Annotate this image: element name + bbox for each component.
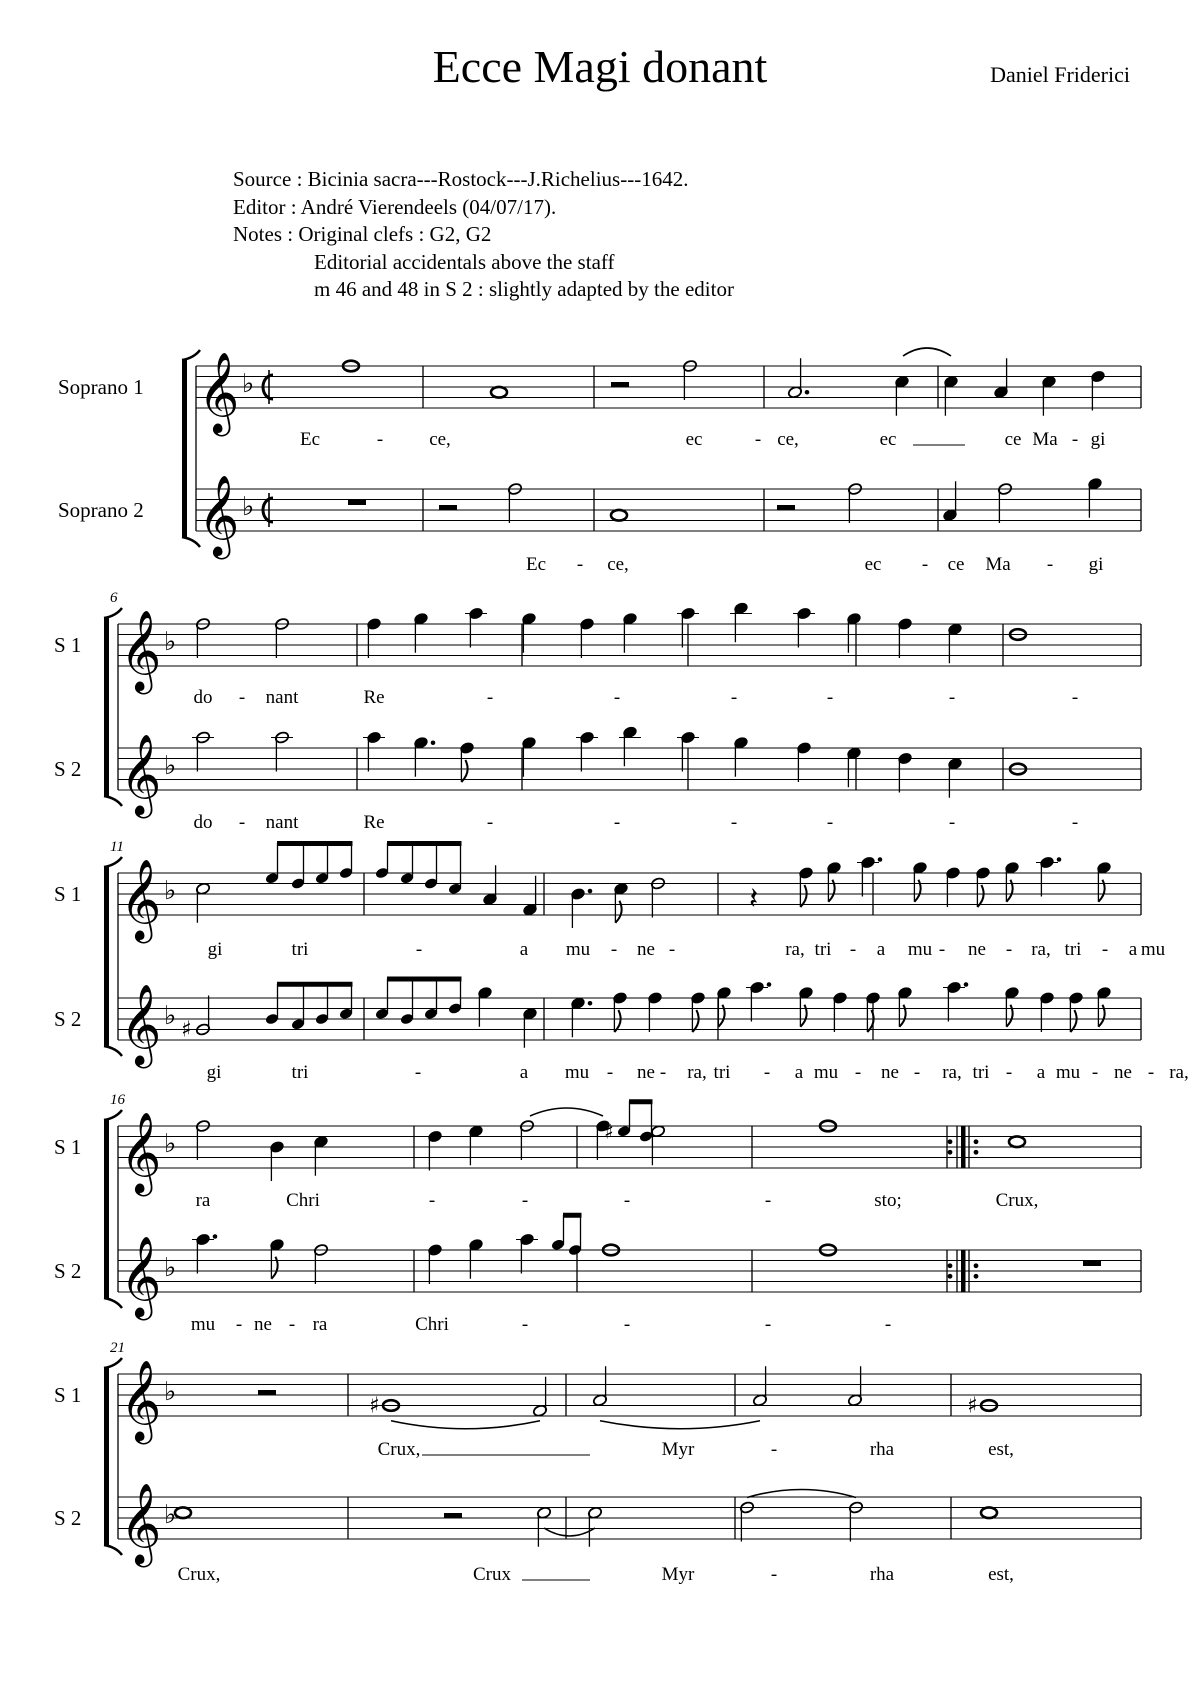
note-beam (387, 841, 462, 846)
s1-lyric: gi (1090, 429, 1106, 450)
s1-lyric: Myr (661, 1439, 695, 1460)
s2-lyric: ne (254, 1314, 272, 1335)
s2-lyric: - (854, 1062, 862, 1083)
s2-lyric: Ma (985, 554, 1011, 575)
treble-clef-icon: 𝄞 (198, 474, 240, 556)
s1-lyric: ce, (777, 429, 799, 450)
s1-lyric: ne (637, 939, 655, 960)
s1-lyric: - (764, 1190, 772, 1211)
eighth-flag-icon (461, 760, 467, 782)
tie-arc (530, 1108, 603, 1116)
flat-key-signature-icon: ♭ (164, 1129, 177, 1159)
repeat-thick-bar (961, 1250, 966, 1292)
editor-line: Editor : André Vierendeels (04/07/17). (233, 194, 557, 219)
voice-label-s1: S 1 (54, 633, 82, 657)
augmentation-dot (1057, 857, 1062, 862)
note-beam (277, 841, 353, 846)
s2-lyric: - (521, 1314, 529, 1335)
repeat-dot (948, 1263, 953, 1268)
s2-lyric: - (770, 1564, 778, 1585)
s1-lyric: Ma (1032, 429, 1058, 450)
s1-lyric: - (668, 939, 676, 960)
s1-lyric: Ec (299, 429, 321, 450)
treble-clef-icon: 𝄞 (120, 1235, 162, 1317)
whole-note (175, 1507, 191, 1518)
note-beam (563, 1213, 582, 1218)
s1-lyric: Crux, (995, 1190, 1039, 1211)
eighth-flag-icon (692, 1010, 698, 1032)
flat-key-signature-icon: ♭ (164, 751, 177, 781)
s2-lyric: - (235, 1314, 243, 1335)
s2-lyric: - (576, 554, 584, 575)
voice-label-s2: S 2 (54, 1506, 82, 1530)
clefs-line: Notes : Original clefs : G2, G2 (233, 222, 492, 246)
flat-key-signature-icon: ♭ (164, 1377, 177, 1407)
s1-lyric: a (1128, 939, 1138, 960)
voice-label-s2: S 2 (54, 757, 82, 781)
s1-lyric: - (938, 939, 946, 960)
sharp-accidental-icon: ♯ (967, 1393, 978, 1419)
whole-rest-icon (348, 500, 366, 506)
s2-lyric: est, (988, 1564, 1014, 1585)
half-rest-icon (777, 505, 795, 510)
voice-label-s2: S 2 (54, 1259, 82, 1283)
s1-lyric: - (486, 687, 494, 708)
s2-lyric: - (763, 1062, 771, 1083)
repeat-dot (948, 1139, 953, 1144)
note-beam (629, 1099, 653, 1104)
s2-lyric: ec (864, 554, 882, 575)
s2-lyric: mu (1055, 1062, 1081, 1083)
s1-lyric: - (521, 1190, 529, 1211)
s1-lyric: - (428, 1190, 436, 1211)
s1-lyric: Crux, (377, 1439, 421, 1460)
s2-lyric: - (913, 1062, 921, 1083)
s1-lyric: nant (265, 687, 299, 708)
s2-lyric: mu (564, 1062, 590, 1083)
augmentation-dot (588, 889, 593, 894)
repeat-dot (948, 1274, 953, 1279)
s2-lyric: - (659, 1062, 667, 1083)
s2-lyric: mu (813, 1062, 839, 1083)
s2-lyric: a (794, 1062, 804, 1083)
s2-lyric: Myr (661, 1564, 695, 1585)
flat-key-signature-icon: ♭ (164, 1253, 177, 1283)
s2-lyric: ra, (1169, 1062, 1189, 1083)
flat-key-signature-icon: ♭ (164, 627, 177, 657)
s2-lyric: ce, (607, 554, 629, 575)
accidentals-line: Editorial accidentals above the staff (314, 249, 615, 274)
s1-lyric: Re (363, 687, 385, 708)
treble-clef-icon: 𝄞 (120, 609, 162, 691)
s1-lyric: ce, (429, 429, 451, 450)
whole-rest-icon (1083, 1261, 1101, 1267)
note-beam (277, 982, 353, 987)
s1-lyric: - (376, 429, 384, 450)
sharp-accidental-icon: ♯ (181, 1017, 192, 1043)
treble-clef-icon: 𝄞 (198, 351, 240, 433)
whole-note (491, 387, 507, 398)
augmentation-dot (588, 1001, 593, 1006)
tie-arc (391, 1421, 540, 1429)
s1-lyric: tri (1064, 939, 1082, 960)
s2-lyric: tri (291, 1062, 309, 1083)
whole-note (611, 510, 627, 521)
s1-lyric: mu (565, 939, 591, 960)
voice-label-soprano-2: Soprano 2 (58, 498, 144, 522)
s2-lyric: ne (1114, 1062, 1132, 1083)
s1-lyric: ne (968, 939, 986, 960)
voice-label-s1: S 1 (54, 882, 82, 906)
s1-lyric: a (519, 939, 529, 960)
repeat-dot (974, 1274, 979, 1279)
voice-label-s1: S 1 (54, 1135, 82, 1159)
s2-lyric: do (193, 812, 213, 833)
flat-key-signature-icon: ♭ (242, 369, 255, 399)
half-rest-icon (439, 505, 457, 510)
s2-lyric: ra (312, 1314, 328, 1335)
tie-arc (747, 1490, 856, 1498)
treble-clef-icon: 𝄞 (120, 1359, 162, 1441)
sharp-accidental-icon: ♯ (369, 1393, 380, 1419)
repeat-dot (948, 1150, 953, 1155)
s1-lyric: a (876, 939, 886, 960)
s1-lyric: ec (879, 429, 897, 450)
s1-lyric: - (623, 1190, 631, 1211)
s1-lyric: tri (291, 939, 309, 960)
s1-lyric: est, (988, 1439, 1014, 1460)
s1-lyric: do (193, 687, 213, 708)
s1-lyric: - (948, 687, 956, 708)
s2-lyric: mu (190, 1314, 216, 1335)
repeat-dot (974, 1150, 979, 1155)
measure-number: 16 (110, 1092, 125, 1108)
s1-lyric: - (1005, 939, 1013, 960)
s2-lyric: - (1046, 554, 1054, 575)
s1-lyric: mu (1140, 939, 1166, 960)
s1-lyric: sto; (874, 1190, 902, 1211)
s1-lyric: - (1101, 939, 1109, 960)
s2-lyric: - (486, 812, 494, 833)
source-line: Source : Bicinia sacra---Rostock---J.Richelius---1642. (233, 167, 689, 191)
whole-note (1009, 1136, 1025, 1147)
treble-clef-icon: 𝄞 (120, 1482, 162, 1564)
s2-lyric: gi (1088, 554, 1104, 575)
s2-lyric: - (826, 812, 834, 833)
s2-lyric: Crux, (177, 1564, 221, 1585)
s2-lyric: ra, (942, 1062, 962, 1083)
voice-label-soprano-1: Soprano 1 (58, 375, 144, 399)
augmentation-dot (213, 1234, 218, 1239)
s1-lyric: - (238, 687, 246, 708)
s2-lyric: - (288, 1314, 296, 1335)
s2-lyric: Re (363, 812, 385, 833)
measure-number: 21 (110, 1340, 125, 1356)
s1-lyric: - (613, 687, 621, 708)
voice-label-s1: S 1 (54, 1383, 82, 1407)
augmentation-dot (805, 390, 810, 395)
flat-key-signature-icon: ♭ (164, 876, 177, 906)
measure-number: 11 (110, 839, 124, 855)
system-bracket (104, 1120, 109, 1298)
s1-lyric: - (1071, 429, 1079, 450)
s2-lyric: tri (713, 1062, 731, 1083)
adaptation-line: m 46 and 48 in S 2 : slightly adapted by the editor (314, 277, 734, 301)
s1-lyric: Chri (286, 1190, 320, 1211)
s2-lyric: ce (947, 554, 965, 575)
flat-key-signature-icon: ♭ (164, 1001, 177, 1031)
s2-lyric: gi (206, 1062, 222, 1083)
s2-lyric: a (519, 1062, 529, 1083)
system-bracket (104, 618, 109, 796)
s2-lyric: ne (881, 1062, 899, 1083)
treble-clef-icon: 𝄞 (120, 733, 162, 815)
augmentation-dot (878, 857, 883, 862)
half-rest-icon (444, 1513, 462, 1518)
piece-title: Ecce Magi donant (432, 41, 768, 92)
s1-lyric: ra, (785, 939, 805, 960)
s1-lyric: ra, (1031, 939, 1051, 960)
tie-arc (544, 1528, 595, 1536)
flat-key-signature-icon: ♭ (242, 492, 255, 522)
note-beam (387, 977, 462, 982)
augmentation-dot (431, 740, 436, 745)
s2-lyric: - (1091, 1062, 1099, 1083)
s2-lyric: - (730, 812, 738, 833)
s2-lyric: - (606, 1062, 614, 1083)
s2-lyric: nant (265, 812, 299, 833)
voice-label-s2: S 2 (54, 1007, 82, 1031)
s2-lyric: - (414, 1062, 422, 1083)
s2-lyric: - (921, 554, 929, 575)
s2-lyric: - (623, 1314, 631, 1335)
repeat-dot (974, 1139, 979, 1144)
s1-lyric: - (770, 1439, 778, 1460)
s2-lyric: - (884, 1314, 892, 1335)
s2-lyric: tri (972, 1062, 990, 1083)
s1-lyric: - (849, 939, 857, 960)
s2-lyric: - (764, 1314, 772, 1335)
s1-lyric: rha (869, 1439, 895, 1460)
s1-lyric: mu (907, 939, 933, 960)
s1-lyric: ra (195, 1190, 211, 1211)
s2-lyric: Ec (525, 554, 547, 575)
s2-lyric: - (1147, 1062, 1155, 1083)
repeat-dot (974, 1263, 979, 1268)
s2-lyric: Crux (473, 1564, 511, 1585)
s2-lyric: ra, (687, 1062, 707, 1083)
eighth-flag-icon (977, 885, 983, 907)
treble-clef-icon: 𝄞 (120, 983, 162, 1065)
system-bracket (104, 1368, 109, 1545)
composer-name: Daniel Friderici (990, 62, 1130, 87)
s2-lyric: - (948, 812, 956, 833)
treble-clef-icon: 𝄞 (120, 858, 162, 940)
s1-lyric: gi (207, 939, 223, 960)
system-bracket (182, 360, 187, 537)
half-rest-icon (611, 382, 629, 387)
s2-lyric: - (613, 812, 621, 833)
quarter-rest-icon: 𝄽 (749, 881, 759, 917)
s2-lyric: Chri (415, 1314, 449, 1335)
flat-key-signature-icon: ♭ (164, 1500, 177, 1530)
s2-lyric: ne (637, 1062, 655, 1083)
augmentation-dot (767, 982, 772, 987)
tie-arc (600, 1421, 760, 1429)
repeat-thick-bar (961, 1126, 966, 1168)
s2-lyric: - (1005, 1062, 1013, 1083)
s1-lyric: tri (814, 939, 832, 960)
s1-lyric: - (415, 939, 423, 960)
s1-lyric: - (826, 687, 834, 708)
treble-clef-icon: 𝄞 (120, 1111, 162, 1193)
eighth-flag-icon (800, 885, 806, 907)
s2-lyric: - (1071, 812, 1079, 833)
measure-number: 6 (110, 590, 118, 606)
s1-lyric: ec (685, 429, 703, 450)
s2-lyric: rha (869, 1564, 895, 1585)
eighth-flag-icon (614, 1010, 620, 1032)
whole-note (981, 1507, 997, 1518)
s2-lyric: - (238, 812, 246, 833)
s1-lyric: - (730, 687, 738, 708)
tie-arc (903, 348, 951, 356)
augmentation-dot (964, 982, 969, 987)
eighth-flag-icon (1070, 1010, 1076, 1032)
s2-lyric: a (1036, 1062, 1046, 1083)
s1-lyric: - (754, 429, 762, 450)
sharp-accidental-icon: ♯ (604, 1119, 614, 1144)
half-rest-icon (258, 1390, 276, 1395)
s1-lyric: - (1071, 687, 1079, 708)
s1-lyric: ce (1004, 429, 1022, 450)
s1-lyric: - (610, 939, 618, 960)
system-bracket (104, 867, 109, 1046)
